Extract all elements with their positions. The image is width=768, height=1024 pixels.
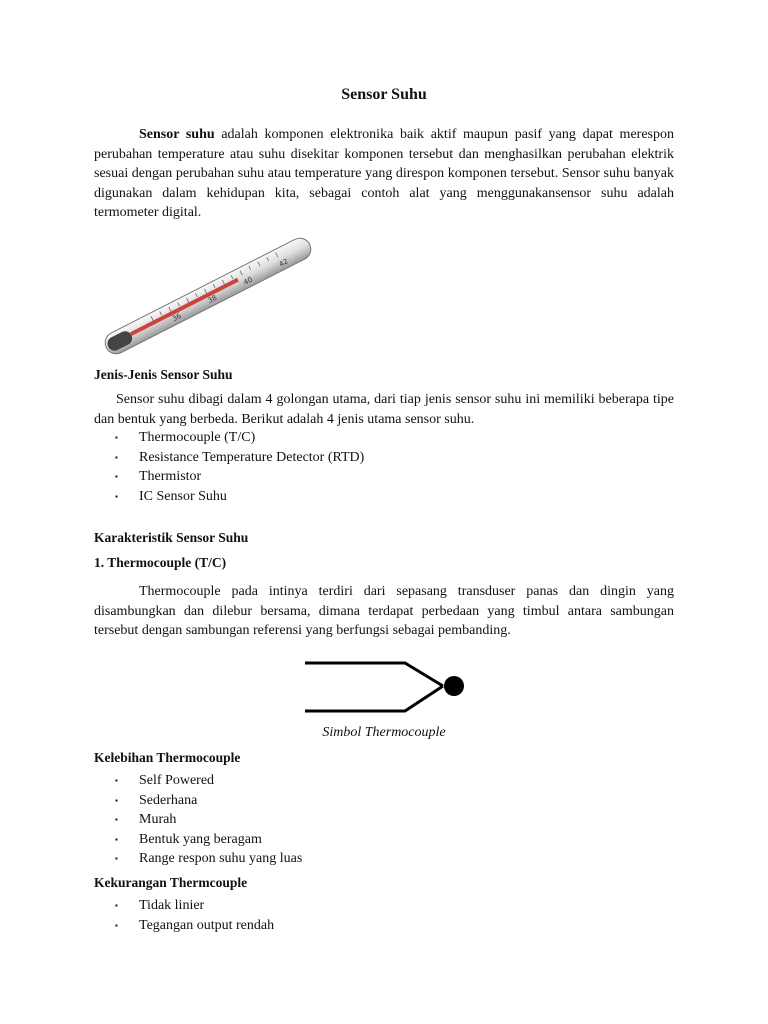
thermometer-image	[88, 232, 328, 360]
heading-karakteristik: Karakteristik Sensor Suhu	[94, 530, 249, 545]
scale-label-42: 42	[277, 257, 290, 269]
bullet-icon: ▪	[115, 920, 118, 930]
heading-thermocouple: 1. Thermocouple (T/C)	[94, 555, 227, 570]
list-item: ▪ Resistance Temperature Detector (RTD)	[94, 448, 654, 468]
heading-jenis: Jenis-Jenis Sensor Suhu	[94, 367, 233, 382]
bullet-icon: ▪	[115, 834, 118, 844]
bullet-icon: ▪	[115, 776, 118, 785]
intro-text: adalah komponen elektronika baik aktif maupun pasif yang dapat merespon perubahan temperature atau suhu disekitar komponen tersebut dan menghasilkan perubahan elektrik sesuai dengan perubahan suhu atau temperature yang direspon komponen tersebut. Sensor suhu banyak digunakan dalam kehidupan kita, sebagai contoh alat yang menggunakansensor suhu adalah termometer digital.	[94, 127, 674, 220]
list-item: ▪ Sederhana	[94, 791, 654, 811]
scale-label-40: 40	[242, 275, 254, 287]
kelebihan-list	[94, 771, 654, 869]
list-item: ▪ Self Powered	[94, 771, 654, 791]
list-item: ▪ Tegangan output rendah	[94, 916, 654, 936]
bullet-icon: ▪	[115, 854, 118, 863]
list-item: ▪ IC Sensor Suhu	[94, 487, 654, 507]
bullet-icon: ▪	[115, 472, 118, 481]
thermocouple-paragraph: Thermocouple pada intinya terdiri dari sepasang transduser panas dan dingin yang disambungkan dan dilebur bersama, dimana terdapat perbedaan yang timbul antara sambungan tersebut dengan sambungan referensi yang berfungsi sebagai pembanding.	[94, 584, 674, 638]
intro-paragraph	[94, 125, 674, 223]
scale-label-36: 36	[171, 311, 183, 324]
list-item: ▪ Thermistor	[94, 467, 654, 487]
thermocouple-symbol	[300, 655, 472, 717]
bullet-icon: ▪	[115, 815, 118, 824]
list-item: ▪ Thermocouple (T/C)	[94, 428, 654, 448]
list-item: ▪ Range respon suhu yang luas	[94, 849, 654, 869]
bullet-icon: ▪	[115, 901, 118, 910]
jenis-paragraph: Sensor suhu dibagi dalam 4 golongan utama, dari tiap jenis sensor suhu ini memiliki beberapa tipe dan bentuk yang berbeda. Berikut adalah 4 jenis utama sensor suhu.	[94, 392, 674, 427]
heading-kekurangan: Kekurangan Thermcouple	[94, 875, 248, 890]
jenis-list	[94, 428, 654, 506]
heading-kelebihan: Kelebihan Thermocouple	[94, 750, 241, 765]
bullet-icon: ▪	[115, 433, 118, 442]
figure-caption: Simbol Thermocouple	[322, 725, 446, 740]
intro-term: Sensor suhu	[139, 127, 215, 142]
list-item: ▪ Murah	[94, 810, 654, 830]
page-title: Sensor Suhu	[341, 86, 427, 103]
kekurangan-list	[94, 896, 654, 935]
list-item: ▪ Tidak linier	[94, 896, 654, 916]
scale-label-38: 38	[206, 293, 219, 305]
bullet-icon: ▪	[115, 795, 118, 805]
bullet-icon: ▪	[115, 491, 118, 501]
bullet-icon: ▪	[115, 452, 118, 462]
list-item: ▪ Bentuk yang beragam	[94, 830, 654, 850]
